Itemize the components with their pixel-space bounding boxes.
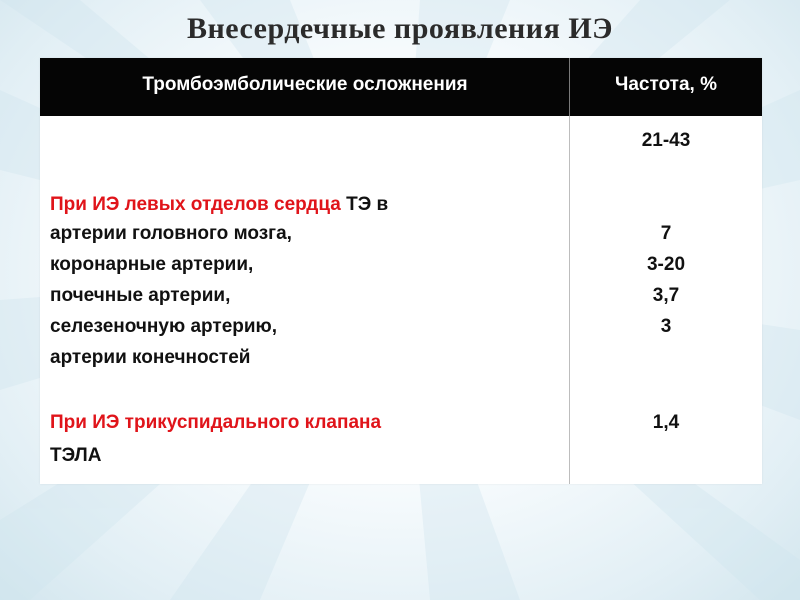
column-header-frequency: Частота, %: [615, 74, 717, 95]
left-heart-lead: [50, 194, 388, 216]
complications-table: [40, 58, 762, 484]
left-heart-line-renal: почечные артерии,: [50, 285, 231, 306]
page-title: Внесердечные проявления ИЭ: [186, 12, 613, 45]
value-splenic: 3: [660, 316, 672, 337]
left-heart-lead-highlight: При ИЭ левых отделов сердца: [50, 194, 341, 215]
left-heart-lead-rest: ТЭ в: [340, 194, 389, 215]
header-divider: [569, 58, 570, 116]
value-coronary: 3-20: [646, 254, 686, 275]
table-header-row: [40, 58, 762, 116]
left-heart-line-splenic: селезеночную артерию,: [50, 316, 278, 337]
value-cerebral: 7: [660, 223, 672, 244]
tricuspid-tela: ТЭЛА: [50, 445, 102, 466]
overall-frequency-value: 21-43: [641, 130, 691, 151]
left-heart-line-cerebral: артерии головного мозга,: [50, 223, 292, 244]
left-heart-line-coronary: коронарные артерии,: [50, 254, 254, 275]
column-header-complications: Тромбоэмболические осложнения: [142, 74, 468, 95]
left-heart-line-limbs: артерии конечностей: [50, 347, 251, 368]
value-renal: 3,7: [652, 285, 680, 306]
value-tricuspid: 1,4: [652, 412, 680, 433]
tricuspid-lead: При ИЭ трикуспидального клапана: [50, 412, 382, 433]
